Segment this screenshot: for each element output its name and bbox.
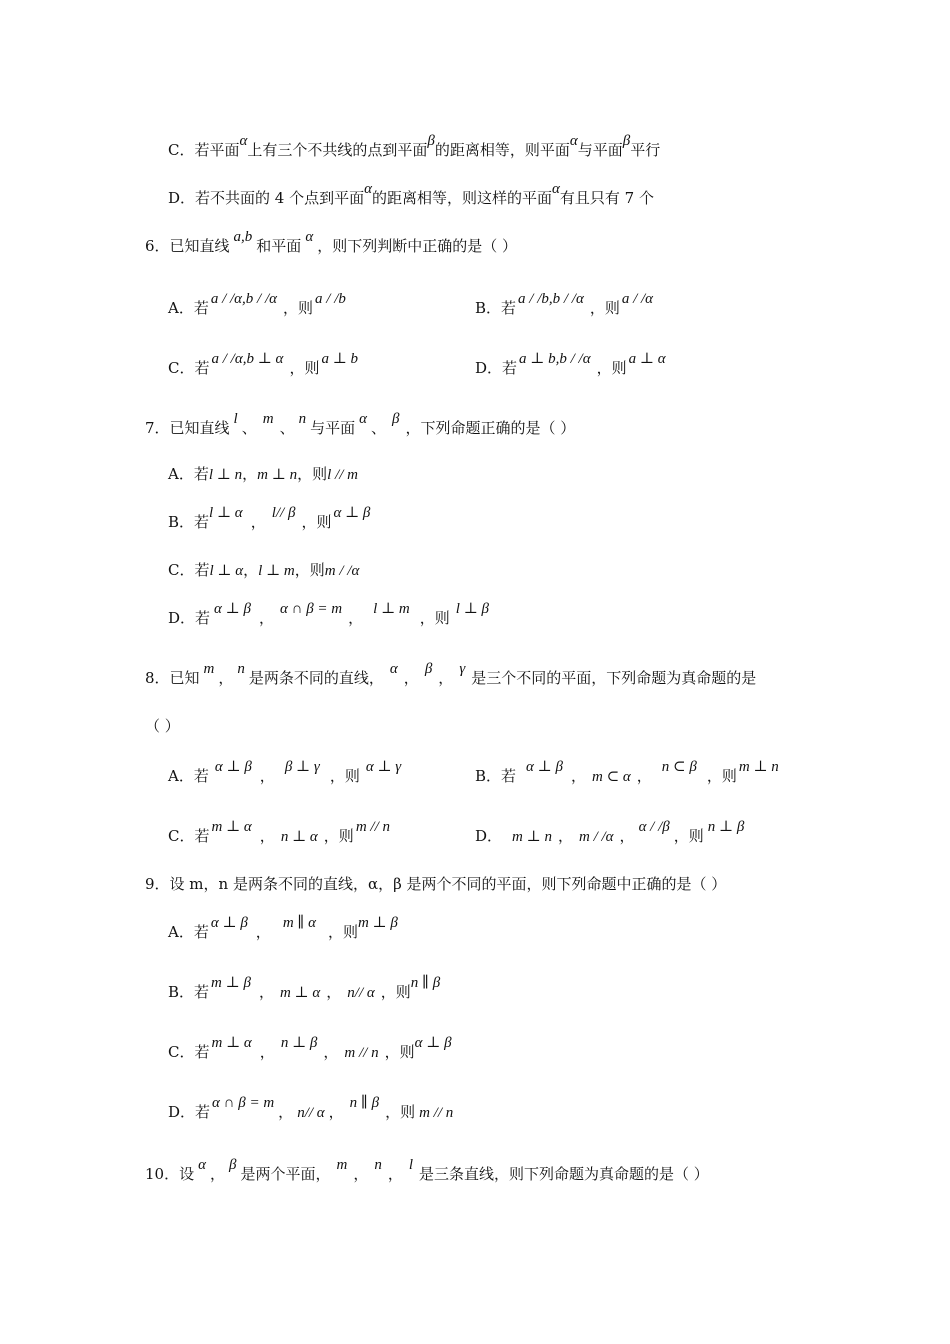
- option-label: C．: [168, 141, 195, 159]
- math: β: [622, 133, 631, 149]
- option-label: C．若: [168, 561, 210, 579]
- q6-option-b: [475, 291, 654, 319]
- math: α: [359, 411, 367, 427]
- text: ，: [570, 767, 586, 785]
- q8-stem: [145, 661, 757, 689]
- text: 7．已知直线: [145, 419, 230, 437]
- math: α ⊥ β: [333, 505, 371, 521]
- text: 是两条不同的直线，: [248, 669, 384, 687]
- math: α: [569, 133, 578, 149]
- math: m ⊥ β: [357, 915, 398, 931]
- math: l // m: [327, 467, 358, 483]
- q7-stem: [145, 411, 576, 439]
- option-label: B．若: [475, 299, 517, 317]
- q9-option-a: [168, 915, 398, 943]
- text: ，: [438, 669, 454, 687]
- option-label: B．若: [168, 513, 210, 531]
- text: ，则: [385, 1103, 416, 1121]
- text: 10．设: [145, 1165, 195, 1183]
- math: β: [427, 133, 435, 149]
- math: a / /α,b / /α: [210, 291, 278, 307]
- text: ，: [403, 669, 419, 687]
- math: α ⊥ β: [210, 915, 248, 931]
- math: l ⊥ α: [209, 563, 244, 579]
- text: ，: [353, 1165, 369, 1183]
- math: α ⊥ β: [526, 759, 563, 775]
- text: ，: [242, 465, 258, 483]
- q10-stem: [145, 1157, 709, 1185]
- text: ，: [387, 1165, 403, 1183]
- q7-option-c: [168, 560, 359, 581]
- text: ，则: [384, 1043, 415, 1061]
- math: m // n: [344, 1045, 379, 1061]
- math: n// α: [297, 1105, 325, 1121]
- math: γ: [459, 661, 466, 677]
- math: α ⊥ β: [414, 1035, 452, 1051]
- math: a,b: [233, 229, 253, 245]
- math: m ⊥ n: [257, 467, 298, 483]
- text: ，: [619, 827, 635, 845]
- q8-option-b: [475, 759, 779, 787]
- text: 和平面: [256, 237, 302, 255]
- math: α: [305, 229, 314, 245]
- math: m // n: [419, 1105, 454, 1121]
- text: ，则: [327, 923, 358, 941]
- text: ，: [328, 1103, 344, 1121]
- math: m // n: [355, 819, 390, 835]
- text: ，则: [323, 827, 354, 845]
- q8-option-c: [168, 819, 390, 847]
- math: m ⊥ n: [512, 829, 552, 845]
- math: l ⊥ m: [373, 601, 410, 617]
- math: m / /α: [579, 829, 614, 845]
- text: 6．已知直线: [145, 237, 230, 255]
- text: 是三个不同的平面，下列命题为真命题的是: [471, 669, 757, 687]
- q5-option-c: [168, 133, 661, 161]
- text: 、: [370, 419, 386, 437]
- option-label: D．: [475, 827, 503, 845]
- q7-option-a: [168, 464, 358, 485]
- text: ，: [278, 1103, 294, 1121]
- text: ，则: [596, 359, 627, 377]
- math: m ∥ α: [282, 915, 316, 931]
- q7-option-b: [168, 505, 371, 533]
- text: ，则: [589, 299, 620, 317]
- q8-option-d: [475, 819, 745, 847]
- option-label: C．若: [168, 827, 210, 845]
- q9-option-c: [168, 1035, 452, 1063]
- math: α ⊥ γ: [365, 759, 402, 775]
- text: 9．设 m，n 是两条不同的直线，α，β 是两个不同的平面，则下列命题中正确的是（ ）: [145, 875, 727, 893]
- math: a / /b,b / /α: [518, 291, 584, 307]
- option-label: C．若: [168, 359, 210, 377]
- option-label: C．若: [168, 1043, 210, 1061]
- q6-option-a: [168, 291, 346, 319]
- text: ，则: [380, 983, 411, 1001]
- text: 的距离相等，则这样的平面: [372, 189, 553, 207]
- math: m ⊥ n: [738, 759, 779, 775]
- math: n ∥ β: [410, 975, 441, 991]
- option-label: D．若: [168, 1103, 211, 1121]
- math: l ⊥ β: [455, 601, 490, 617]
- option-label: A．若: [168, 767, 209, 785]
- math: α: [239, 133, 248, 149]
- math: n ⊥ α: [280, 829, 318, 845]
- text: 若不共面的 4 个点到平面: [195, 189, 365, 207]
- math: α ⊥ β: [214, 759, 252, 775]
- math: α / /β: [638, 819, 670, 835]
- text: ，则: [294, 561, 325, 579]
- text: 平行: [630, 141, 661, 159]
- q6-stem: [145, 229, 517, 257]
- text: ，则: [297, 465, 328, 483]
- option-label: B．若: [475, 767, 517, 785]
- q7-option-d: [168, 601, 490, 629]
- math: α ⊥ β: [214, 601, 251, 617]
- text: ，: [209, 1165, 225, 1183]
- q6-option-d: [475, 351, 666, 379]
- math: β: [228, 1157, 237, 1173]
- math: n// α: [347, 985, 375, 1001]
- text: ，则: [289, 359, 320, 377]
- math: a / /α: [621, 291, 654, 307]
- text: ，: [636, 767, 652, 785]
- option-label: D．若: [168, 609, 211, 627]
- text: 、: [241, 419, 257, 437]
- math: a ⊥ b,b / /α: [519, 351, 591, 367]
- math: m ⊥ α: [211, 1035, 252, 1051]
- math: n: [374, 1157, 382, 1173]
- math: m / /α: [324, 563, 360, 579]
- text: ，: [259, 1043, 275, 1061]
- math: n: [298, 411, 307, 427]
- q9-stem: [145, 874, 726, 894]
- text: （ ）: [145, 717, 180, 735]
- math: α: [198, 1157, 206, 1173]
- text: 上有三个不共线的点到平面: [247, 141, 428, 159]
- text: ，: [326, 983, 342, 1001]
- text: 8．已知: [145, 669, 200, 687]
- text: 有且只有 7 个: [559, 189, 654, 207]
- text: 是两个平面，: [240, 1165, 331, 1183]
- option-label: A．若: [168, 299, 209, 317]
- text: 若平面: [194, 141, 240, 159]
- math: m: [203, 661, 215, 677]
- math: l ⊥ m: [258, 563, 295, 579]
- text: ，: [218, 669, 234, 687]
- text: ，: [250, 513, 266, 531]
- q9-option-b: [168, 975, 441, 1003]
- math: a ⊥ α: [628, 351, 666, 367]
- text: 与平面: [577, 141, 623, 159]
- text: ，: [258, 609, 274, 627]
- math: l: [408, 1157, 414, 1173]
- math: a / /b: [315, 291, 346, 307]
- math: β: [424, 661, 433, 677]
- math: a / /α,b ⊥ α: [211, 351, 284, 367]
- math: α: [552, 181, 560, 197]
- math: l ⊥ n: [208, 467, 243, 483]
- math: m: [262, 411, 274, 427]
- text: ，则下列判断中正确的是（ ）: [317, 237, 517, 255]
- text: ，: [259, 767, 275, 785]
- text: 是三条直线，则下列命题为真命题的是（ ）: [419, 1165, 709, 1183]
- text: ，则: [329, 767, 360, 785]
- math: n ⊂ β: [661, 759, 697, 775]
- math: n ∥ β: [349, 1095, 380, 1111]
- q8-stem-paren: [145, 716, 180, 736]
- math: m ⊥ α: [211, 819, 252, 835]
- q6-option-c: [168, 351, 359, 379]
- text: ，: [259, 827, 275, 845]
- text: 、: [279, 419, 295, 437]
- text: ，: [557, 827, 573, 845]
- math: l: [233, 411, 238, 427]
- text: ，: [243, 561, 259, 579]
- math: n ⊥ β: [280, 1035, 318, 1051]
- math: m: [336, 1157, 348, 1173]
- math: β: [392, 411, 400, 427]
- math: n ⊥ β: [707, 819, 745, 835]
- option-label: B．若: [168, 983, 210, 1001]
- math: α: [389, 661, 398, 677]
- math: α ∩ β = m: [212, 1095, 275, 1111]
- math: α ∩ β = m: [280, 601, 343, 617]
- math: n: [237, 661, 245, 677]
- text: ，则: [673, 827, 704, 845]
- text: ，: [323, 1043, 339, 1061]
- text: 的距离相等，则平面: [434, 141, 570, 159]
- text: ，则: [706, 767, 737, 785]
- q9-option-d: [168, 1095, 454, 1123]
- math: m ⊂ α: [592, 769, 631, 785]
- text: ，则: [301, 513, 332, 531]
- text: ，: [258, 983, 274, 1001]
- text: ，: [348, 609, 364, 627]
- math: a ⊥ b: [321, 351, 359, 367]
- math: α: [364, 181, 372, 197]
- text: ，则: [419, 609, 450, 627]
- q8-option-a: [168, 759, 402, 787]
- q5-option-d: [168, 181, 654, 209]
- text: ，: [255, 923, 271, 941]
- math: m ⊥ α: [279, 985, 321, 1001]
- option-label: D．: [168, 189, 196, 207]
- option-label: A．若: [168, 465, 209, 483]
- option-label: D．若: [475, 359, 518, 377]
- option-label: A．若: [168, 923, 209, 941]
- math: m ⊥ β: [211, 975, 251, 991]
- text: ，下列命题正确的是（ ）: [405, 419, 576, 437]
- math: l// β: [271, 505, 296, 521]
- math: l ⊥ α: [209, 505, 243, 521]
- math: β ⊥ γ: [284, 759, 320, 775]
- text: 与平面: [310, 419, 356, 437]
- text: ，则: [283, 299, 314, 317]
